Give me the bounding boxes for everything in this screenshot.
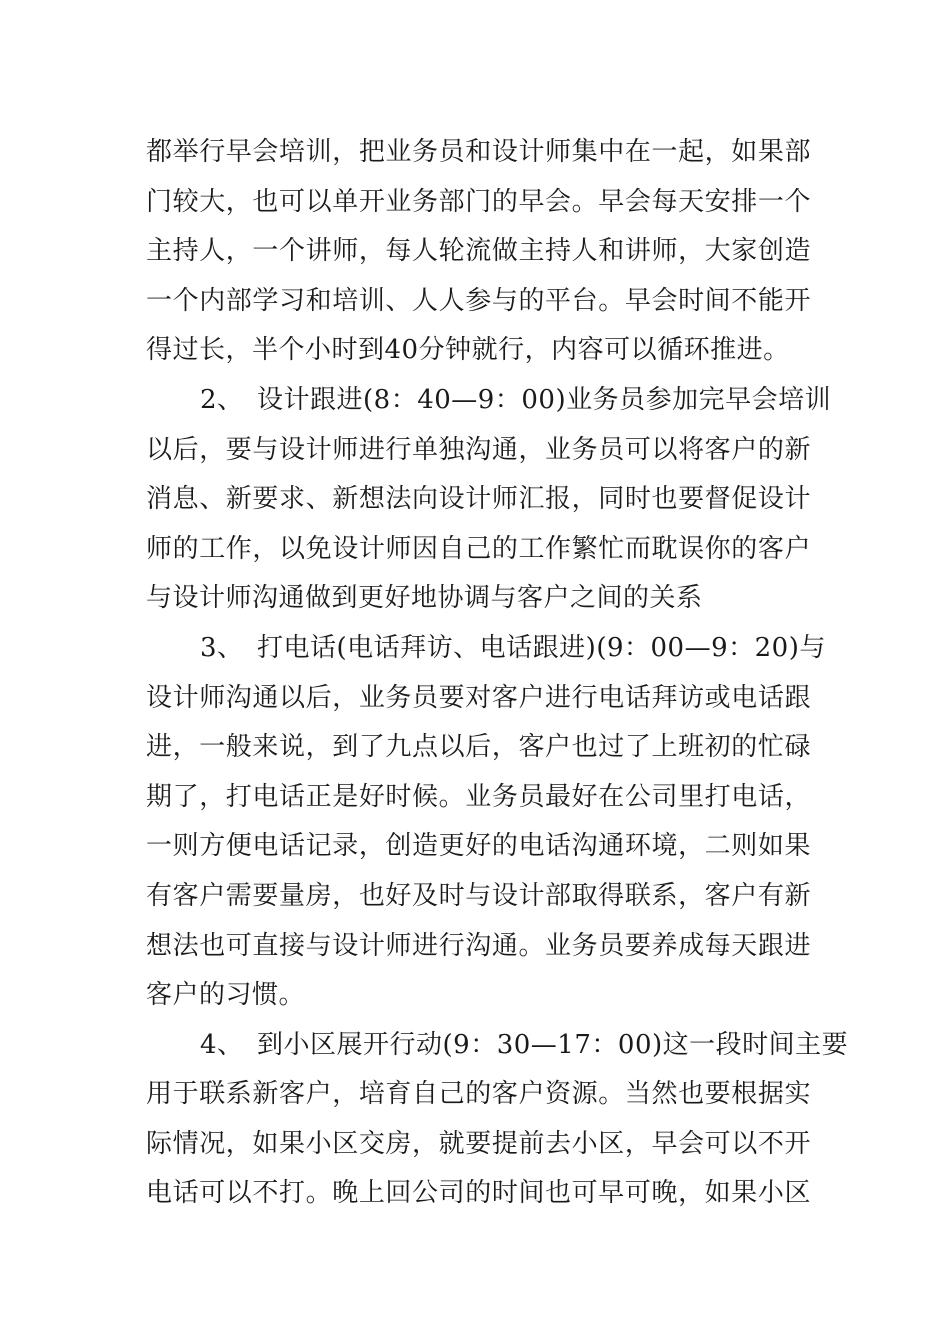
numbered-item-heading: 4、 到小区展开行动(9：30—17：00)这一段时间主要 (200, 1029, 849, 1060)
text-line: 主持人，一个讲师，每人轮流做主持人和讲师，大家创造 (146, 236, 811, 267)
text-line: 消息、新要求、新想法向设计师汇报，同时也要督促设计 (146, 484, 811, 515)
text-line: 期了，打电话正是好时候。业务员最好在公司里打电话， (146, 781, 811, 812)
text-line: 一则方便电话记录，创造更好的电话沟通环境，二则如果 (146, 831, 811, 862)
text-line: 一个内部学习和培训、人人参与的平台。早会时间不能开 (146, 285, 811, 316)
text-line: 际情况，如果小区交房，就要提前去小区，早会可以不开 (146, 1128, 811, 1159)
text-line: 用于联系新客户，培育自己的客户资源。当然也要根据实 (146, 1079, 811, 1110)
text-line: 客户的习惯。 (146, 980, 306, 1011)
text-line: 电话可以不打。晚上回公司的时间也可早可晚，如果小区 (146, 1178, 811, 1209)
text-line: 设计师沟通以后，业务员要对客户进行电话拜访或电话跟 (146, 682, 811, 713)
text-line: 进，一般来说，到了九点以后，客户也过了上班初的忙碌 (146, 732, 811, 763)
text-line: 以后，要与设计师进行单独沟通，业务员可以将客户的新 (146, 434, 811, 465)
text-line: 都举行早会培训，把业务员和设计师集中在一起，如果部 (146, 137, 811, 167)
numbered-item-heading: 3、 打电话(电话拜访、电话跟进)(9：00—9：20)与 (200, 632, 826, 663)
text-line: 有客户需要量房，也好及时与设计部取得联系，客户有新 (146, 880, 811, 911)
text-line: 门较大，也可以单开业务部门的早会。早会每天安排一个 (146, 186, 811, 217)
text-line: 得过长，半个小时到40分钟就行，内容可以循环推进。 (146, 335, 790, 366)
body-text (146, 128, 849, 1219)
text-line: 师的工作，以免设计师因自己的工作繁忙而耽误你的客户 (146, 533, 811, 564)
text-line: 与设计师沟通做到更好地协调与客户之间的关系 (146, 583, 703, 614)
numbered-item-heading: 2、 设计跟进(8：40—9：00)业务员参加完早会培训 (200, 384, 832, 415)
text-line: 想法也可直接与设计师进行沟通。业务员要养成每天跟进 (146, 930, 811, 961)
